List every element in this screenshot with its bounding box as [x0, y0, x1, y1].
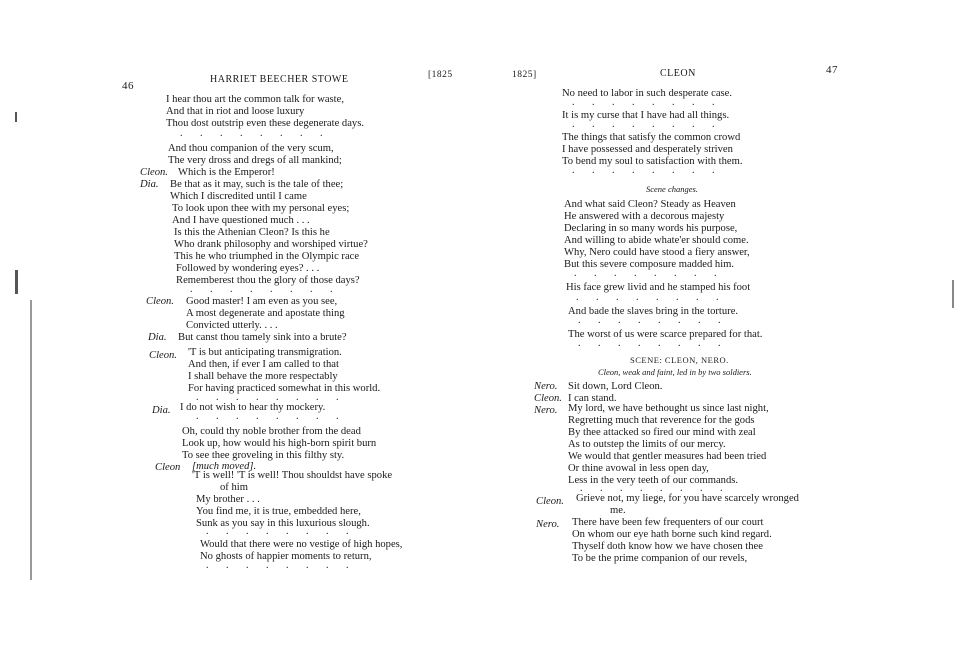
ellipsis-row: . . . . . . . . — [206, 560, 349, 571]
verse-line: Is this the Athenian Cleon? Is this he — [174, 227, 330, 238]
verse-line: Who drank philosophy and worshiped virtue? — [174, 239, 368, 250]
speaker-label: Cleon. — [146, 296, 174, 307]
ellipsis-row: . . . . . . . . — [196, 411, 339, 422]
verse-line: This he who triumphed in the Olympic race — [174, 251, 360, 262]
scan-mark — [30, 300, 32, 580]
verse-line: To look upon thee with my personal eyes; — [172, 203, 350, 214]
verse-line: And what said Cleon? Steady as Heaven — [564, 199, 736, 210]
verse-line: No need to labor in such desperate case. — [562, 88, 733, 99]
stage-direction: [much moved]. — [192, 461, 257, 472]
verse-line: Regretting much that reverence for the gods — [568, 415, 755, 426]
verse-line: Would that there were no vestige of high hopes, — [200, 539, 403, 550]
verse-line: Oh, could thy noble brother from the dead — [182, 426, 361, 437]
verse-line: We would that gentler measures had been tried — [568, 451, 767, 462]
verse-line: To see thee groveling in this filthy sty. — [182, 450, 345, 461]
verse-line: I shall behave the more respectably — [188, 371, 338, 382]
verse-line: Thyself doth know how we have chosen thee — [572, 541, 763, 552]
verse-line: And I have questioned much . . . — [172, 215, 310, 226]
verse-line: My lord, we have bethought us since last night, — [568, 403, 769, 414]
ellipsis-row: . . . . . . . . — [196, 392, 339, 403]
verse-line: Sit down, Lord Cleon. — [568, 381, 663, 392]
verse-line: But canst thou tamely sink into a brute? — [178, 332, 347, 343]
verse-line: Declaring in so many words his purpose, — [564, 223, 738, 234]
ellipsis-row: . . . . . . . . — [574, 268, 717, 279]
verse-line: I hear thou art the common talk for waste, — [166, 94, 344, 105]
verse-line: As to outstep the limits of our mercy. — [568, 439, 726, 450]
scene-changes: Scene changes. — [646, 184, 698, 194]
speaker-label: Dia. — [152, 405, 171, 416]
verse-line: The things that satisfy the common crowd — [562, 132, 741, 143]
verse-line: And bade the slaves bring in the torture. — [568, 306, 739, 317]
scan-mark — [15, 270, 18, 294]
verse-line: Look up, how would his high-born spirit burn — [182, 438, 377, 449]
verse-line: The worst of us were scarce prepared for that. — [568, 329, 763, 340]
speaker-label: Dia. — [148, 332, 167, 343]
verse-line: Followed by wondering eyes? . . . — [176, 263, 320, 274]
verse-line: For having practiced somewhat in this world. — [188, 383, 381, 394]
verse-line: I have possessed and desperately striven — [562, 144, 733, 155]
verse-line: Good master! I am even as you see, — [186, 296, 338, 307]
verse-line: Rememberest thou the glory of those days? — [176, 275, 360, 286]
verse-line: 'T is well! 'T is well! Thou shouldst have spoke — [192, 470, 393, 481]
verse-line: I do not wish to hear thy mockery. — [180, 402, 326, 413]
speaker-label: Nero. — [534, 405, 558, 416]
verse-line: Sunk as you say in this luxurious slough. — [196, 518, 370, 529]
running-head: CLEON — [660, 68, 696, 79]
running-head: HARRIET BEECHER STOWE — [210, 74, 349, 85]
verse-line: And willing to abide whate'er should come. — [564, 235, 749, 246]
verse-line: My brother . . . — [196, 494, 260, 505]
ellipsis-row: . . . . . . . . — [578, 315, 721, 326]
verse-line: Why, Nero could have stood a fiery answer, — [564, 247, 750, 258]
verse-line: His face grew livid and he stamped his foot — [566, 282, 751, 293]
speaker-label: Cleon. — [149, 350, 177, 361]
verse-line: Or thine avowal in less open day, — [568, 463, 709, 474]
ellipsis-row: . . . . . . . . — [572, 165, 715, 176]
verse-line: Which I discredited until I came — [170, 191, 307, 202]
verse-line: And thou companion of the very scum, — [168, 143, 334, 154]
verse-line: Grieve not, my liege, for you have scarcely wronged — [576, 493, 799, 504]
verse-line: And that in riot and loose luxury — [166, 106, 305, 117]
verse-line: Which is the Emperor! — [178, 167, 275, 178]
speaker-label: Cleon. — [140, 167, 168, 178]
verse-line: of him — [220, 482, 248, 493]
page-number: 46 — [122, 80, 134, 92]
ellipsis-row: . . . . . . . . — [580, 483, 723, 494]
speaker-label: Nero. — [534, 381, 558, 392]
verse-line: Thou dost outstrip even these degenerate days. — [166, 118, 364, 129]
verse-line: On whom our eye hath borne such kind regard. — [572, 529, 772, 540]
verse-line: But this severe composure madded him. — [564, 259, 735, 270]
verse-line: He answered with a decorous majesty — [564, 211, 725, 222]
verse-line: me. — [610, 505, 626, 516]
verse-line: It is my curse that I have had all things. — [562, 110, 730, 121]
ellipsis-row: . . . . . . . . — [572, 119, 715, 130]
verse-line: There have been few frequenters of our court — [572, 517, 764, 528]
scan-mark — [15, 112, 17, 122]
verse-line: I can stand. — [568, 393, 617, 404]
verse-line: Less in the very teeth of our commands. — [568, 475, 739, 486]
verse-line: Convicted utterly. . . . — [186, 320, 278, 331]
ellipsis-row: . . . . . . . . — [576, 292, 719, 303]
speaker-label: Cleon. — [534, 393, 562, 404]
verse-line: 'T is but anticipating transmigration. — [188, 347, 342, 358]
scene-direction: Cleon, weak and faint, led in by two soldiers. — [598, 367, 752, 377]
verse-line: To bend my soul to satisfaction with them. — [562, 156, 743, 167]
scene-heading: SCENE: CLEON, NERO. — [630, 355, 729, 365]
verse-line: To be the prime companion of our revels, — [572, 553, 748, 564]
verse-line: You find me, it is true, embedded here, — [196, 506, 361, 517]
verse-line: The very dross and dregs of all mankind; — [168, 155, 342, 166]
page-number: 47 — [826, 64, 838, 76]
scan-mark — [952, 280, 954, 308]
verse-line: And then, if ever I am called to that — [188, 359, 339, 370]
verse-line: Be that as it may, such is the tale of thee; — [170, 179, 344, 190]
verse-line: A most degenerate and apostate thing — [186, 308, 345, 319]
speaker-label: Cleon — [155, 462, 181, 473]
verse-line: No ghosts of happier moments to return, — [200, 551, 372, 562]
ellipsis-row: . . . . . . . . — [578, 338, 721, 349]
speaker-label: Nero. — [536, 519, 560, 530]
speaker-label: Cleon. — [536, 496, 564, 507]
right-page — [490, 0, 980, 648]
ellipsis-row: . . . . . . . . — [190, 284, 333, 295]
verse-line: By thee attacked so fired our mind with zeal — [568, 427, 756, 438]
year-marker: 1825] — [512, 70, 537, 80]
year-marker: [1825 — [428, 70, 453, 80]
ellipsis-row: . . . . . . . . — [206, 526, 349, 537]
speaker-label: Dia. — [140, 179, 159, 190]
ellipsis-row: . . . . . . . . — [572, 97, 715, 108]
ellipsis-row: . . . . . . . . — [180, 128, 323, 139]
